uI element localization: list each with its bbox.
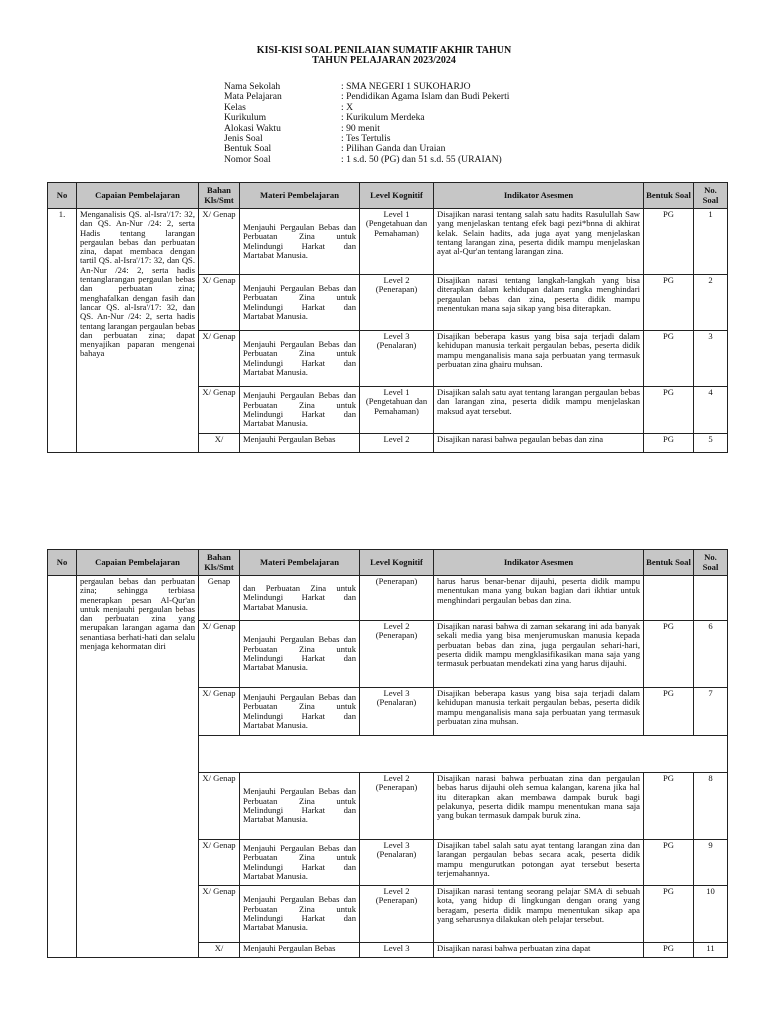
indikator-cell: Disajikan narasi tentang langkah-langkah yang bisa diterapkan dalam kehidupan dalam rangka menghindari pergaulan bebas dan zina, peserta didik mampu menentukan mana saja sikap yang bisa diterapkan.: [434, 275, 644, 331]
kisi-kisi-table-page-2: [47, 549, 728, 958]
bentuk-cell: PG: [644, 275, 694, 331]
level-cell: Level 3 (Penalaran): [360, 331, 434, 387]
materi-cell: Menjauhi Pergaulan Bebas dan Perbuatan Zina untuk Melindungi Harkat dan Martabat Manusia.: [240, 331, 360, 387]
bentuk-cell: PG: [644, 209, 694, 275]
bentuk-cell: PG: [644, 621, 694, 688]
table-row: [48, 209, 728, 275]
bentuk-cell: PG: [644, 886, 694, 943]
meta-value: : SMA NEGERI 1 SUKOHARJO: [341, 81, 471, 92]
meta-value: : Tes Tertulis: [341, 133, 391, 145]
meta-label: Kurikulum: [224, 112, 267, 124]
level-cell: Level 3: [360, 943, 434, 958]
level-cell: Level 3 (Penalaran): [360, 688, 434, 736]
meta-label: Bentuk Soal: [224, 143, 272, 155]
nosoal-cell: 7: [694, 688, 728, 736]
header-capaian: Capaian Pembelajaran: [77, 183, 199, 209]
materi-cell: Menjauhi Pergaulan Bebas dan Perbuatan Zina untuk Melindungi Harkat dan Martabat Manusia.: [240, 275, 360, 331]
meta-label: Kelas: [224, 101, 246, 113]
materi-cell: Menjauhi Pergaulan Bebas dan Perbuatan Zina untuk Melindungi Harkat dan Martabat Manusia.: [240, 621, 360, 688]
header-no: No: [48, 550, 77, 576]
indikator-cell: Disajikan narasi bahwa perbuatan zina dan pergaulan bebas harus dijauhi oleh semua kalangan, karena jika hal itu diterapkan akan membawa dampak buruk bagi pelakunya, peserta didik mampu menentukan mana saja yang bukan termasuk dampak buruk zina.: [434, 773, 644, 840]
header-nosoal: No. Soal: [694, 183, 728, 209]
bentuk-cell: PG: [644, 434, 694, 453]
meta-value: : Kurikulum Merdeka: [341, 112, 425, 124]
header-bahan: Bahan Kls/Smt: [199, 183, 240, 209]
nosoal-cell: [694, 576, 728, 621]
meta-value: : Pendidikan Agama Islam dan Budi Pekerti: [341, 91, 510, 103]
header-bentuk: Bentuk Soal: [644, 550, 694, 576]
kisi-kisi-table-page-1: [47, 182, 728, 453]
bahan-cell: X/ Genap: [199, 387, 240, 434]
level-cell: Level 1 (Pengetahuan dan Pemahaman): [360, 387, 434, 434]
nosoal-cell: 2: [694, 275, 728, 331]
indikator-cell: Disajikan tabel salah satu ayat tentang larangan zina dan larangan pergaulan bebas secara acak, peserta didik mampu mengurutkan potongan ayat tersebut beserta terjemahannya.: [434, 840, 644, 886]
indikator-cell: Disajikan salah satu ayat tentang larangan pergaulan bebas dan larangan zina, peserta didik mampu menjelaskan maksud ayat tersebut.: [434, 387, 644, 434]
capaian-text: pergaulan bebas dan perbuatan zina; sehingga terbiasa menerapkan pesan Al-Qur'an untuk menjauhi pergaulan bebas dan perbuatan zina yang merupakan larangan agama dan senantiasa berhati-hati dan selalu menjaga kehormatan diri: [80, 576, 195, 652]
level-cell: Level 2 (Penerapan): [360, 275, 434, 331]
indikator-cell: Disajikan narasi tentang salah satu hadits Rasulullah Saw yang menjelaskan tentang efek bagi pezi*bnna di akhirat kelak. Selain hadits, ada juga ayat yang menjelaskan tentang larangan zina, peserta didik mampu menjelaskan ayat al-Qur'an tentang larangan zina.: [434, 209, 644, 275]
meta-value: : 1 s.d. 50 (PG) dan 51 s.d. 55 (URAIAN): [341, 153, 502, 165]
bahan-cell: X/ Genap: [199, 331, 240, 387]
meta-value: : X: [341, 101, 353, 113]
bahan-cell: X/ Genap: [199, 688, 240, 736]
empty-gap-cell: [199, 736, 728, 773]
bahan-cell: X/ Genap: [199, 275, 240, 331]
nosoal-cell: 1: [694, 209, 728, 275]
nosoal-cell: 5: [694, 434, 728, 453]
bentuk-cell: PG: [644, 331, 694, 387]
nosoal-cell: 3: [694, 331, 728, 387]
header-level: Level Kognitif: [360, 550, 434, 576]
level-cell: Level 2 (Penerapan): [360, 621, 434, 688]
indikator-cell: harus harus benar-benar dijauhi, peserta didik mampu menentukan mana yang bukan bagian dari ikhtiar untuk menghindari pergaulan bebas dan zina.: [434, 576, 644, 621]
meta-label: Mata Pelajaran: [224, 91, 282, 103]
level-cell: Level 1 (Pengetahuan dan Pemahaman): [360, 209, 434, 275]
meta-label: Jenis Soal: [224, 133, 263, 145]
indikator-cell: Disajikan narasi tentang seorang pelajar SMA di sebuah kota, yang hidup di lingkungan dengan orang yang beragam, peserta didik mampu menentukan sikap apa yang seharusnya dilakukan oleh pelajar tersebut.: [434, 886, 644, 943]
nosoal-cell: 11: [694, 943, 728, 958]
bentuk-cell: [644, 576, 694, 621]
materi-cell: Menjauhi Pergaulan Bebas: [240, 943, 360, 958]
identity-block: [224, 82, 509, 165]
meta-label: Nomor Soal: [224, 153, 271, 165]
header-nosoal: No. Soal: [694, 550, 728, 576]
header-capaian: Capaian Pembelajaran: [77, 550, 199, 576]
header-bentuk: Bentuk Soal: [644, 183, 694, 209]
indikator-cell: Disajikan narasi bahwa perbuatan zina dapat: [434, 943, 644, 958]
materi-cell: Menjauhi Pergaulan Bebas dan Perbuatan Zina untuk Melindungi Harkat dan Martabat Manusia.: [240, 209, 360, 275]
materi-cell: dan Perbuatan Zina untuk Melindungi Harkat dan Martabat Manusia.: [240, 576, 360, 621]
header-indikator: Indikator Asesmen: [434, 550, 644, 576]
materi-cell: Menjauhi Pergaulan Bebas dan Perbuatan Zina untuk Melindungi Harkat dan Martabat Manusia.: [240, 387, 360, 434]
indikator-cell: Disajikan narasi bahwa pegaulan bebas dan zina: [434, 434, 644, 453]
bahan-cell: X/ Genap: [199, 773, 240, 840]
level-cell: Level 2 (Penerapan): [360, 773, 434, 840]
level-cell: (Penerapan): [360, 576, 434, 621]
nosoal-cell: 10: [694, 886, 728, 943]
header-bahan: Bahan Kls/Smt: [199, 550, 240, 576]
indikator-cell: Disajikan beberapa kasus yang bisa saja terjadi dalam kehidupan manusia terkait pergaulan bebas, peserta didik mampu menganalisis mana saja perbuatan yang termasuk perbuatan zina muhsan.: [434, 688, 644, 736]
document-title: KISI-KISI SOAL PENILAIAN SUMATIF AKHIR TAHUN: [256, 45, 512, 56]
meta-value: : 90 menit: [341, 122, 380, 134]
row-number: [48, 576, 77, 958]
bahan-cell: Genap: [199, 576, 240, 621]
meta-row: [224, 155, 509, 165]
document-subtitle: TAHUN PELAJARAN 2023/2024: [312, 55, 456, 66]
nosoal-cell: 4: [694, 387, 728, 434]
header-materi: Materi Pembelajaran: [240, 183, 360, 209]
meta-label: Alokasi Waktu: [224, 122, 281, 134]
nosoal-cell: 8: [694, 773, 728, 840]
table-header-row: [48, 183, 728, 209]
level-cell: Level 2: [360, 434, 434, 453]
bahan-cell: X/ Genap: [199, 886, 240, 943]
bentuk-cell: PG: [644, 943, 694, 958]
bahan-cell: X/ Genap: [199, 840, 240, 886]
table-row: [48, 576, 728, 621]
bahan-cell: X/: [199, 434, 240, 453]
materi-cell: Menjauhi Pergaulan Bebas dan Perbuatan Zina untuk Melindungi Harkat dan Martabat Manusia.: [240, 886, 360, 943]
header-materi: Materi Pembelajaran: [240, 550, 360, 576]
table-header-row: [48, 550, 728, 576]
materi-cell: Menjauhi Pergaulan Bebas dan Perbuatan Zina untuk Melindungi Harkat dan Martabat Manusia.: [240, 773, 360, 840]
capaian-cell: [77, 209, 199, 453]
row-number: 1.: [48, 209, 77, 453]
bentuk-cell: PG: [644, 773, 694, 840]
materi-cell: Menjauhi Pergaulan Bebas dan Perbuatan Zina untuk Melindungi Harkat dan Martabat Manusia.: [240, 840, 360, 886]
level-cell: Level 3 (Penalaran): [360, 840, 434, 886]
bahan-cell: X/ Genap: [199, 209, 240, 275]
meta-label: Nama Sekolah: [224, 81, 281, 92]
bentuk-cell: PG: [644, 688, 694, 736]
indikator-cell: Disajikan beberapa kasus yang bisa saja terjadi dalam kehidupan manusia terkait pergaulan bebas, peserta didik mampu menganalisis mana saja perbuatan yang termasuk perbuatan zina ghairu muhsan.: [434, 331, 644, 387]
meta-row: [224, 92, 509, 102]
materi-cell: Menjauhi Pergaulan Bebas dan Perbuatan Zina untuk Melindungi Harkat dan Martabat Manusia.: [240, 688, 360, 736]
nosoal-cell: 6: [694, 621, 728, 688]
bahan-cell: X/ Genap: [199, 621, 240, 688]
bahan-cell: X/: [199, 943, 240, 958]
header-no: No: [48, 183, 77, 209]
header-level: Level Kognitif: [360, 183, 434, 209]
bentuk-cell: PG: [644, 840, 694, 886]
meta-value: : Pilihan Ganda dan Uraian: [341, 143, 446, 155]
capaian-text: Menganalisis QS. al-Isra'/17: 32, dan QS. An-Nur /24: 2, serta Hadis tentang larangan pergaulan bebas dan perbuatan zina, dapat membaca dengan tartil QS. al-Isra'/17: 32, dan QS. An-Nur /24: 2, serta hadis tentanglarangan pergaulan bebas dan perbuatan zina; menghafalkan dengan fasih dan lancar QS. al-Isra'/17: 32, dan QS. An-Nur /24: 2, serta hadis tentang larangan pergaulan bebas dan perbuatan zina; dapat menyajikan paparan mengenai bahaya: [80, 210, 195, 359]
indikator-cell: Disajikan narasi bahwa di zaman sekarang ini ada banyak sekali media yang bisa menjerumuskan manusia kepada perbuatan bebas dan zina, juga pergaulan sehari-hari, peserta didik mampu mengklasifikasikan mana saja yang termasuk perbuatan mendekati zina yang harus dijauhi.: [434, 621, 644, 688]
nosoal-cell: 9: [694, 840, 728, 886]
header-indikator: Indikator Asesmen: [434, 183, 644, 209]
capaian-cell: [77, 576, 199, 958]
bentuk-cell: PG: [644, 387, 694, 434]
level-cell: Level 2 (Penerapan): [360, 886, 434, 943]
materi-cell: Menjauhi Pergaulan Bebas: [240, 434, 360, 453]
